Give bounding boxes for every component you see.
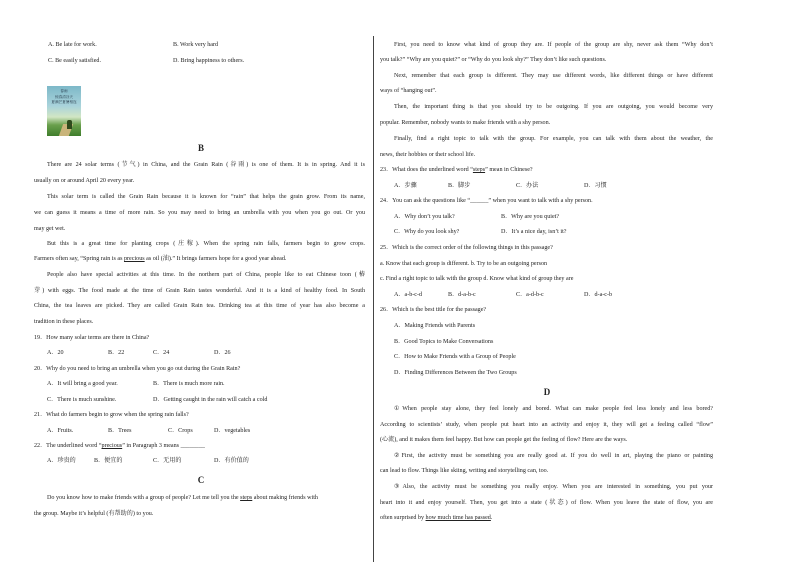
answer-option: C．无用的 — [153, 458, 182, 464]
answer-option: B．There is much more rain. — [153, 381, 225, 387]
paragraph-line — [47, 495, 318, 502]
answer-option: C．24 — [153, 350, 170, 356]
answer-option: D．习惯 — [584, 183, 607, 189]
underlined-phrase: how much time has passed — [425, 515, 491, 521]
option-c: C. Be easily satisfied. — [48, 58, 101, 64]
text-run: ” mean in Chinese? — [485, 167, 533, 173]
paragraph-line: news, their hobbies or their school life. — [380, 152, 476, 158]
underlined-word: precious — [123, 256, 145, 262]
answer-option: D．Getting caught in the rain will catch a cold — [153, 397, 268, 403]
paragraph-line: People also have special activities at this time. In the northern part of China, people like to eat Chinese toon (椿 — [47, 272, 365, 278]
column-divider — [373, 36, 374, 562]
text-run: as oil (油).” It brings farmers hope for a good year ahead. — [144, 256, 287, 262]
paragraph-line: popular. Remember, nobody wants to make friends with a shy person. — [380, 120, 551, 126]
paragraph-line: tradition in these places. — [34, 319, 94, 325]
answer-option: B．Good Topics to Make Conversations — [394, 339, 494, 345]
order-item-line: a. Know that each group is different. b. Try to be an outgoing person — [380, 261, 548, 267]
underlined-word: steps — [472, 167, 486, 173]
answer-option: C．a-d-b-c — [516, 292, 544, 298]
text-run: 23．What does the underlined word “ — [380, 167, 473, 173]
paragraph-line: heart into it and enjoy yourself. Then, you get into a state (状态) of flow. When you leave the state of flow, you are — [380, 500, 713, 506]
answer-option: D．It’s a nice day, isn’t it? — [501, 229, 567, 235]
answer-option: B．Trees — [108, 428, 132, 434]
paragraph-line: This solar term is called the Grain Rain because it is known for “rain” that helps the grain grow. From its name, — [47, 194, 365, 200]
text-run: Do you know how to make friends with a group of people? Let me tell you the — [47, 495, 241, 501]
answer-option: C．How to Make Friends with a Group of People — [394, 354, 516, 360]
text-run: ” in Paragraph 3 means ________ — [122, 443, 205, 449]
answer-option: A．Making Friends with Parents — [394, 323, 476, 329]
underlined-word: steps — [240, 495, 253, 501]
question-22 — [34, 443, 205, 450]
paragraph-line: 芽) with eggs. The food made at the time of Grain Rain tastes wonderful. And it is a kind of healthy food. In South — [34, 288, 365, 294]
paragraph-line: may get wet. — [34, 226, 66, 232]
text-run: often surprised by — [380, 515, 426, 521]
paragraph-line: Next, remember that each group is different. They may use different words, like different things or have different — [394, 73, 713, 79]
paragraph-line: usually on or around April 20 every year. — [34, 178, 135, 184]
paragraph-line: China, the tea leaves are picked. They are called Grain Rain tea. Drinking tea at this time of year has also become a — [34, 303, 365, 309]
cover-figure-graphic — [67, 120, 72, 129]
answer-option: A．步骤 — [394, 183, 417, 189]
text-run: 22．The underlined word “ — [34, 443, 102, 449]
option-d: D. Bring happiness to others. — [173, 58, 245, 64]
answer-option: A．珍贵的 — [47, 458, 76, 464]
question-21: 21．What do farmers begin to grow when the spring rain falls? — [34, 412, 189, 418]
cover-line: 夏满芒夏暑相连 — [51, 100, 77, 104]
order-item-line: c. Find a right topic to talk with the group d. Know what kind of group they are — [380, 276, 574, 282]
answer-option: B．便宜的 — [94, 458, 123, 464]
section-heading-b: B — [197, 143, 204, 153]
option-a: A. Be late for work. — [48, 42, 97, 48]
cover-title: 春雨 — [60, 89, 68, 93]
section-heading-c: C — [197, 475, 205, 485]
paragraph-line: ③Also, the activity must be something you really enjoy. When you are interested in something, you put your — [394, 484, 713, 490]
answer-option: B．22 — [108, 350, 125, 356]
answer-option: B．d-a-b-c — [448, 292, 476, 298]
answer-option: D．26 — [214, 350, 231, 356]
answer-option: C．Why do you look shy? — [394, 229, 460, 235]
paragraph-line: ②First, the activity must be something you are really good at. If you do well in art, playing the piano or painting — [394, 453, 713, 459]
paragraph-line: According to scientists’ study, when people put heart into an activity and enjoy it, they will get a feeling called “flow” — [380, 422, 713, 428]
paragraph-line — [380, 515, 492, 522]
underlined-word: precious — [101, 443, 123, 449]
question-20: 20．Why do you need to bring an umbrella when you go out during the Grain Rain? — [34, 366, 241, 372]
text-run: Farmers often say, “Spring rain is as — [34, 256, 124, 262]
answer-option: D．vegetables — [214, 428, 251, 434]
question-19: 19．How many solar terms are there in China? — [34, 335, 150, 341]
answer-option: D．Finding Differences Between the Two Groups — [394, 370, 517, 376]
answer-option: B．Why are you quiet? — [501, 214, 560, 220]
answer-option: C．办法 — [516, 183, 539, 189]
paragraph-line: But this is a great time for planting crops (庄稼). When the spring rain falls, farmers begin to grow crops. — [47, 241, 365, 247]
paragraph-line: we can guess it means a time of more rain. So you may need to bring an umbrella with you when you go out. Or you — [34, 210, 365, 216]
paragraph-line: can lead to flow. Things like skiing, writing and storytelling can, too. — [380, 468, 549, 474]
question-26: 26．Which is the best title for the passage? — [380, 307, 487, 313]
book-cover-image — [47, 86, 81, 136]
paragraph-line — [34, 256, 286, 263]
answer-option: D．有价值的 — [214, 458, 249, 464]
answer-option: B．脚步 — [448, 183, 471, 189]
paragraph-line: the group. Maybe it’s helpful (有帮助的) to you. — [34, 511, 154, 517]
text-run: . — [490, 515, 493, 521]
answer-option: A．Why don’t you talk? — [394, 214, 455, 220]
paragraph-line: (心流), and it makes them feel happy. But how can people get the feeling of flow? Here are the ways. — [380, 437, 628, 443]
paragraph-line: you talk?” “Why are you quiet?” or “Why do you look shy?” They don’t like such questions. — [380, 57, 607, 63]
answer-option: C．There is much sunshine. — [47, 397, 117, 403]
paragraph-line: Then, the important thing is that you should try to be outgoing. If you are outgoing, you would become very — [394, 104, 713, 110]
question-23 — [380, 167, 533, 174]
option-b: B. Work very hard — [173, 42, 219, 48]
section-heading-d: D — [543, 387, 551, 397]
question-25: 25．Which is the correct order of the following things in this passage? — [380, 245, 553, 251]
paragraph-line: ways of “hanging out”. — [380, 88, 437, 94]
answer-option: A．a-b-c-d — [394, 292, 423, 298]
answer-option: C．Crops — [168, 428, 193, 434]
paragraph-line: There are 24 solar terms (节气) in China, and the Grain Rain (谷雨) is one of them. It is in spring. And it is — [47, 162, 365, 168]
text-run: about making friends with — [252, 495, 318, 501]
question-24: 24．You can ask the questions like “______” when you want to talk with a shy person. — [380, 198, 593, 204]
answer-option: A．It will bring a good year. — [47, 381, 118, 387]
answer-option: A．20 — [47, 350, 64, 356]
paragraph-line: Finally, find a right topic to talk with the group. For example, you can talk with them about the weather, the — [394, 136, 713, 142]
paragraph-line: ①When people stay alone, they feel lonely and bored. What can make people feel less lonely and less bored? — [394, 406, 713, 412]
answer-option: D．d-a-c-b — [584, 292, 613, 298]
cover-line: 惊春清谷天 — [55, 95, 73, 99]
paragraph-line: First, you need to know what kind of group they are. If people of the group are shy, never ask them “Why don’t — [394, 42, 713, 48]
answer-option: A．Fruits. — [47, 428, 74, 434]
